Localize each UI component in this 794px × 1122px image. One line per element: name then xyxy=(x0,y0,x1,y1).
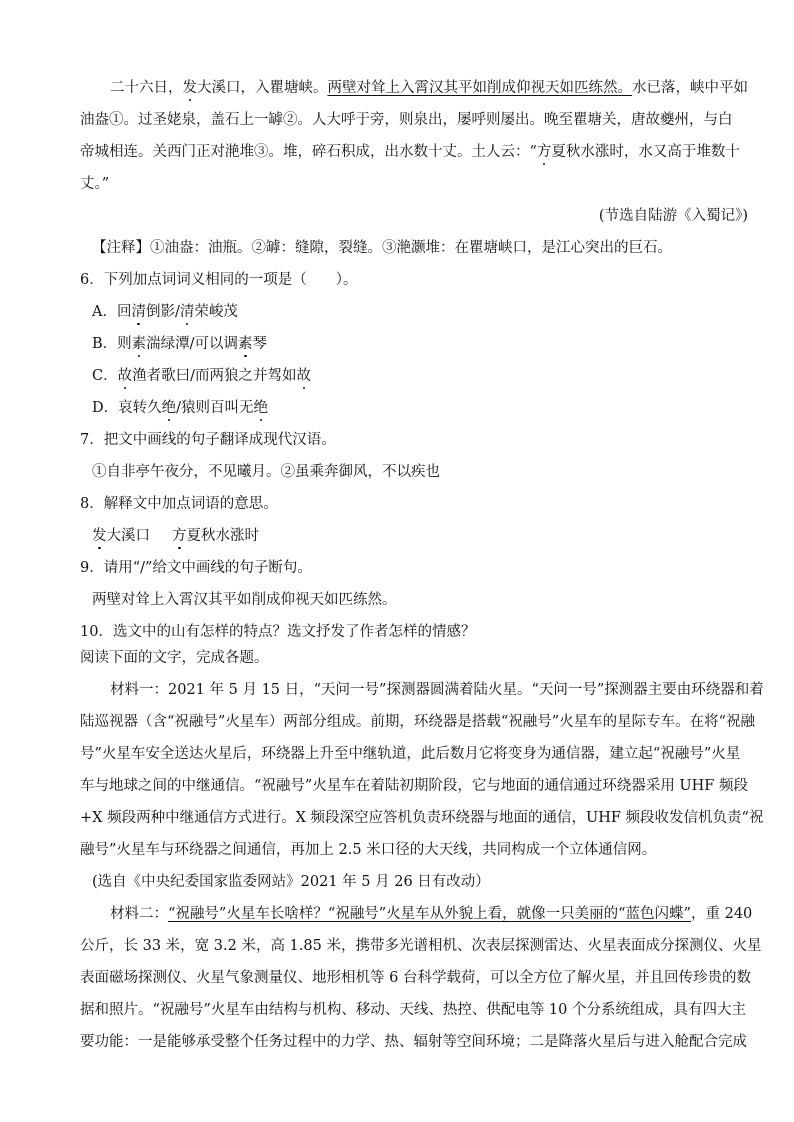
dotted-word: 素 xyxy=(238,336,253,352)
passage-line-4: 丈。” xyxy=(80,176,110,192)
question-6-option-b: B．则素湍绿潭/可以调素琴 xyxy=(92,336,268,352)
dotted-word: 方 xyxy=(536,144,552,160)
question-9-stem: 9．请用“/”给文中画线的句子断句。 xyxy=(80,560,312,576)
question-8-stem: 8．解释文中加点词语的意思。 xyxy=(80,496,278,512)
underlined-sentence: “祝融号”火星车长啥样？“祝融号”火星车从外貌上看，就像一只美丽的“蓝色闪蝶” xyxy=(168,906,691,922)
dotted-word: 发 xyxy=(182,80,197,96)
dotted-word: 清 xyxy=(131,304,146,320)
material-2-line-3: 表面磁场探测仪、火星气象测量仪、地形相机等 6 台科学载荷，可以全方位了解火星，并且回传珍贵的数 xyxy=(80,970,751,986)
dotted-word: 素 xyxy=(131,336,147,352)
dotted-word: 故 xyxy=(296,368,311,384)
material-2-line-4: 据和照片。“祝融号”火星车由结构与机构、移动、天线、热控、供配电等 10 个分系统组成，具有四大主 xyxy=(80,1002,746,1018)
question-8-words: 发大溪口 方夏秋水涨时 xyxy=(92,528,259,544)
question-9-sentence: 两壁对耸上入霄汉其平如削成仰视天如匹练然。 xyxy=(92,592,397,608)
question-10-stem: 10．选文中的山有怎样的特点？选文抒发了作者怎样的情感？ xyxy=(80,624,476,640)
dotted-word: 绝 xyxy=(253,400,269,416)
question-6-option-c: C．故渔者歌曰/而两狼之并驾如故 xyxy=(92,368,311,384)
material-1-line-3: 号”火星车安全送达火星后，环绕器上升至中继轨道，此后数月它将变身为通信器，建立起“祝融号”火星 xyxy=(80,746,741,762)
dotted-word: 发 xyxy=(92,528,107,544)
material-1-line-6: 融号”火星车与环绕器之间通信，再加上 2.5 米口径的大天线，共同构成一个立体通信网。 xyxy=(80,842,657,858)
dotted-word: 清 xyxy=(179,304,195,320)
dotted-word: 方 xyxy=(172,528,187,544)
passage-line-2: 油盎①。过圣姥泉，盖石上一罅②。人大呼于旁，则泉出，屡呼则屡出。晚至瞿塘关，唐故夔州，与白 xyxy=(80,112,733,128)
material-2-line-2: 公斤，长 33 米，宽 3.2 米，高 1.85 米，携带多光谱相机、次表层探测雷达、火星表面成分探测仪、火星 xyxy=(80,938,762,954)
material-2-line-1: 材料二：“祝融号”火星车长啥样？“祝融号”火星车从外貌上看，就像一只美丽的“蓝色闪蝶”，重 240 xyxy=(110,906,753,922)
question-6-stem: 6．下列加点词词义相同的一项是（ ）。 xyxy=(80,272,358,288)
material-2-line-5: 要功能：一是能够承受整个任务过程中的力学、热、辐射等空间环境；二是降落火星后与进入舱配合完成 xyxy=(80,1034,747,1050)
passage-source: (节选自陆游《入蜀记》) xyxy=(598,208,748,224)
question-7-stem: 7．把文中画线的句子翻译成现代汉语。 xyxy=(80,432,336,448)
question-7-items: ①自非亭午夜分，不见曦月。②虽乘奔御风，不以疾也 xyxy=(92,464,440,480)
passage-line-1: 二十六日，发大溪口，入瞿塘峡。两壁对耸上入霄汉其平如削成仰视天如匹练然。水已落，峡中平如 xyxy=(110,80,748,96)
passage-note: 【注释】①油盎：油瓶。②罅：缝隙，裂缝。③滟灏堆：在瞿塘峡口，是江心突出的巨石。 xyxy=(92,240,672,256)
reading-intro: 阅读下面的文字，完成各题。 xyxy=(80,650,269,666)
material-1-line-5: +X 频段两种中继通信方式进行。X 频段深空应答机负责环绕器与地面的通信，UHF 频段收发信机负责“祝 xyxy=(80,810,764,826)
material-1-line-1: 材料一：2021 年 5 月 15 日，“天问一号”探测器圆满着陆火星。“天问一号”探测器主要由环绕器和着 xyxy=(110,682,764,698)
passage-line-3: 帝城相连。关西门正对滟堆③。堆，碎石积成，出水数十丈。土人云：“方夏秋水涨时，水又高于堆数十 xyxy=(80,144,740,160)
material-1-line-4: 车与地球之间的中继通信。“祝融号”火星车在着陆初期阶段，它与地面的通信通过环绕器采用 UHF 频段 xyxy=(80,778,748,794)
question-6-option-a: A．回清倒影/清荣峻茂 xyxy=(92,304,238,320)
material-1-source: (选自《中央纪委国家监委网站》2021 年 5 月 26 日有改动） xyxy=(92,874,490,890)
dotted-word: 故 xyxy=(117,368,133,384)
dotted-word: 绝 xyxy=(161,400,177,416)
underlined-sentence: 两壁对耸上入霄汉其平如削成仰视天如匹练然。 xyxy=(327,80,632,96)
material-1-line-2: 陆巡视器（含“祝融号”火星车）两部分组成。前期，环绕器是搭载“祝融号”火星车的星际专车。在将“祝融 xyxy=(80,714,756,730)
question-6-option-d: D．哀转久绝/猿则百叫无绝 xyxy=(92,400,269,416)
